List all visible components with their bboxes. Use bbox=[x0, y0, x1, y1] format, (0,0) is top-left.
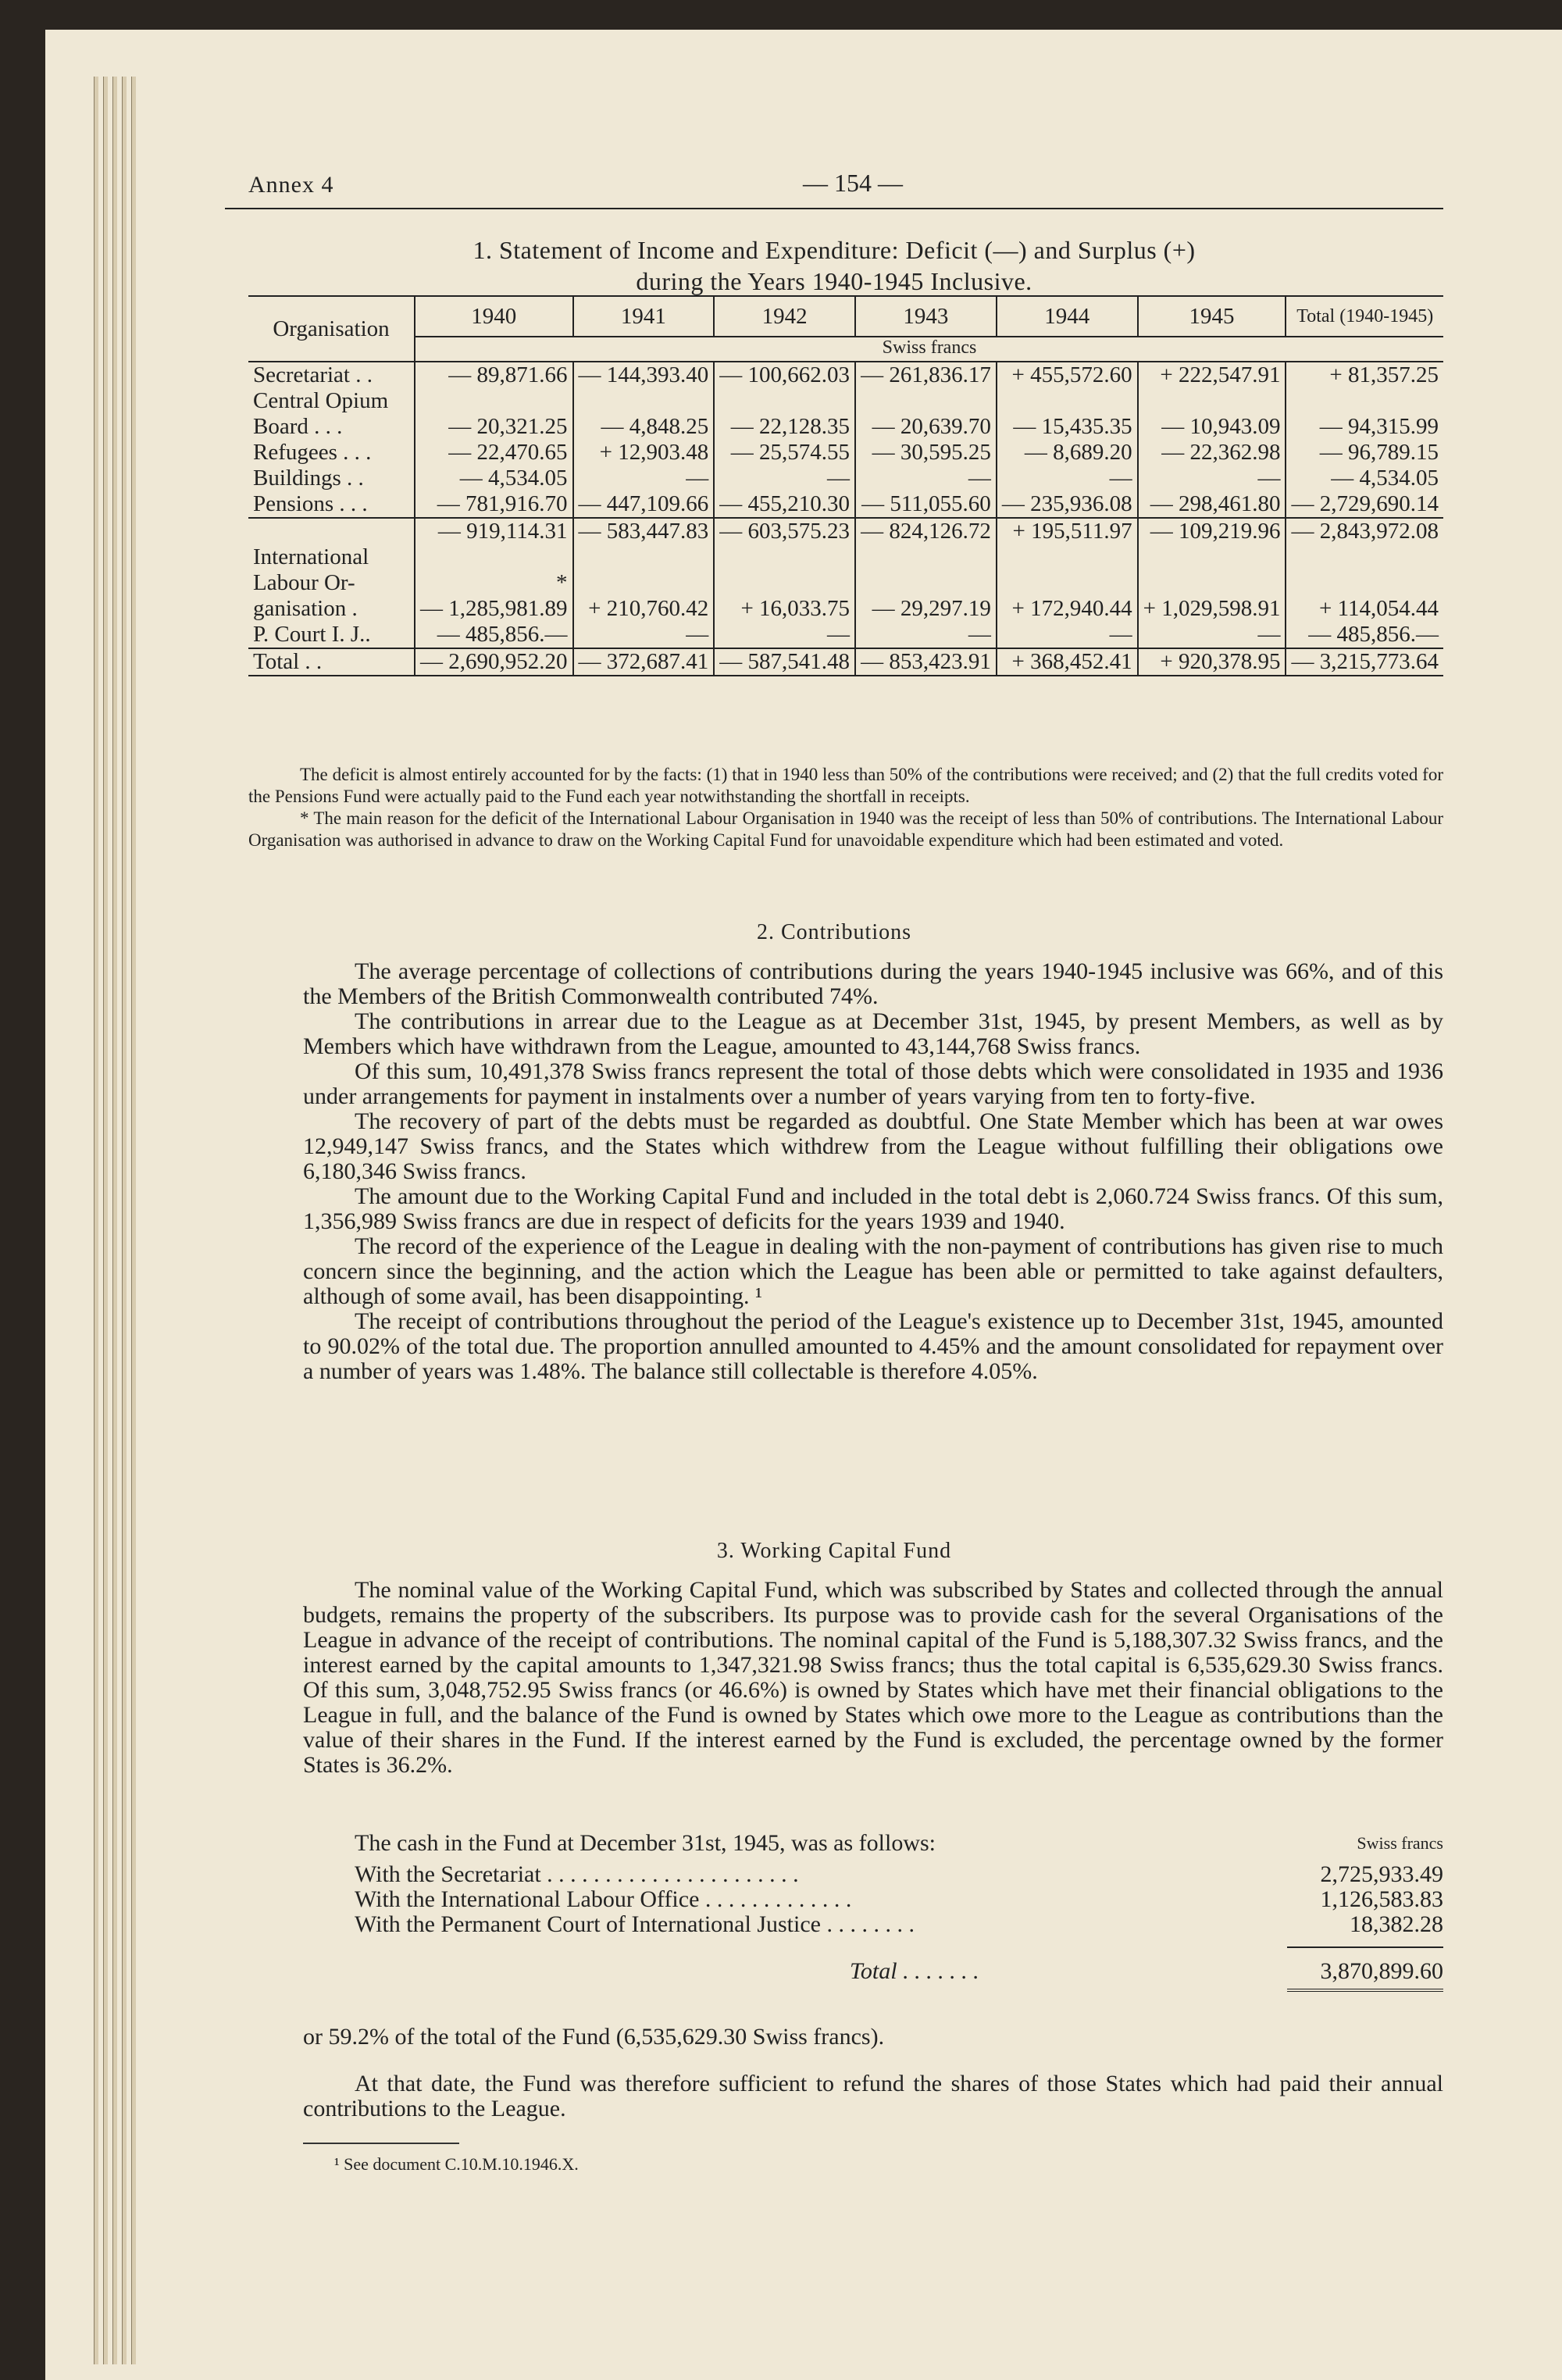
cash-unit: Swiss francs bbox=[1357, 1833, 1443, 1853]
table-row bbox=[248, 596, 1443, 622]
currency-unit: Swiss francs bbox=[415, 337, 1443, 362]
year-header: 1945 bbox=[1138, 296, 1286, 337]
value-cell: — 22,128.35 bbox=[714, 414, 855, 440]
value-cell: + 172,940.44 bbox=[997, 596, 1138, 622]
cash-intro: The cash in the Fund at December 31st, 1945, was as follows: bbox=[355, 1830, 936, 1856]
value-cell: — 22,470.65 bbox=[415, 440, 573, 466]
value-cell: — 100,662.03 bbox=[714, 362, 855, 388]
value-cell: + 16,033.75 bbox=[714, 596, 855, 622]
page-edge bbox=[94, 77, 98, 2364]
value-cell: — 8,689.20 bbox=[997, 440, 1138, 466]
value-cell: — 447,109.66 bbox=[573, 491, 715, 518]
value-cell: — bbox=[855, 466, 997, 491]
paragraph: The nominal value of the Working Capital Fund, which was subscribed by States and collected through the annual budgets, remains the property of the subscribers. Its purpose was to provide cash for the several Organisations of the League in advance of the receipt of contributions. The nominal capital of the Fund is 5,188,307.32 Swiss francs, and the interest earned by the capital amounts to 1,347,321.98 Swiss francs; thus the total capital is 6,535,629.30 Swiss francs. Of this sum, 3,048,752.95 Swiss francs (or 46.6%) is owned by States which have met their financial obligations to the League in full, and the balance of the Fund is owned by States which owe more to the League as contributions than the value of their shares in the Fund. If the interest earned by the Fund is excluded, the percentage owned by the former States is 36.2%. bbox=[303, 1577, 1443, 1778]
paragraph: The record of the experience of the League in dealing with the non-payment of contributions has given rise to much concern since the beginning, and the action which the League has been able or permitted to take against defaulters, although of some avail, has been disappointing. ¹ bbox=[303, 1233, 1443, 1309]
value-cell: — 455,210.30 bbox=[714, 491, 855, 518]
organisation-cell: Labour Or- bbox=[253, 570, 355, 595]
table-row bbox=[248, 440, 1443, 466]
value-cell: — 15,435.35 bbox=[997, 414, 1138, 440]
value-cell: — 4,534.05 bbox=[1286, 466, 1443, 491]
value-cell: — 853,423.91 bbox=[855, 648, 997, 676]
value-cell: — 29,297.19 bbox=[855, 596, 997, 622]
paragraph: The recovery of part of the debts must be regarded as doubtful. One State Member which has been at war owes 12,949,147 Swiss francs, and the States which withdrew from the League without fulfilling their obligations owe 6,180,346 Swiss francs. bbox=[303, 1108, 1443, 1184]
value-cell: + 12,903.48 bbox=[573, 440, 715, 466]
value-cell bbox=[714, 544, 855, 570]
value-cell: — 781,916.70 bbox=[415, 491, 573, 518]
cash-label: With the Secretariat . . . . . . . . . . . . . . . . . . . . . . bbox=[355, 1861, 799, 1887]
value-cell: + 455,572.60 bbox=[997, 362, 1138, 388]
value-cell bbox=[1138, 388, 1286, 414]
value-cell: — bbox=[1138, 466, 1286, 491]
organisation-cell: Buildings . . bbox=[253, 466, 364, 491]
paragraph: The contributions in arrear due to the League as at December 31st, 1945, by present Members, as well as by Members which have withdrawn from the League, amounted to 43,144,768 Swiss francs. bbox=[303, 1008, 1443, 1059]
organisation-cell: P. Court I. J.. bbox=[253, 622, 371, 647]
value-cell: — 25,574.55 bbox=[714, 440, 855, 466]
value-cell bbox=[573, 388, 715, 414]
year-header: 1943 bbox=[855, 296, 997, 337]
value-cell: + 1,029,598.91 bbox=[1138, 596, 1286, 622]
value-cell bbox=[573, 544, 715, 570]
value-cell bbox=[855, 570, 997, 596]
value-cell: — 235,936.08 bbox=[997, 491, 1138, 518]
paragraph: Of this sum, 10,491,378 Swiss francs represent the total of those debts which were consolidated in 1935 and 1936 under arrangements for payment in instalments over a number of years varying from ten to forty-five. bbox=[303, 1058, 1443, 1109]
cash-total-value: 3,870,899.60 bbox=[1320, 1958, 1443, 1984]
cash-value: 1,126,583.83 bbox=[1320, 1886, 1443, 1912]
value-cell bbox=[415, 544, 573, 570]
value-cell: — 1,285,981.89 bbox=[415, 596, 573, 622]
value-cell bbox=[997, 570, 1138, 596]
value-cell: — bbox=[573, 466, 715, 491]
organisation-cell bbox=[248, 518, 415, 544]
cash-table bbox=[303, 1831, 1443, 1992]
value-cell bbox=[1286, 570, 1443, 596]
value-cell: — 4,534.05 bbox=[415, 466, 573, 491]
cash-value: 18,382.28 bbox=[1350, 1911, 1443, 1937]
value-cell: + 210,760.42 bbox=[573, 596, 715, 622]
organisation-header: Organisation bbox=[273, 316, 390, 341]
paragraph: The receipt of contributions throughout the period of the League's existence up to December 31st, 1945, amounted to 90.02% of the total due. The proportion annulled amounted to 4.45% and the amount consolidated for repayment over a number of years was 1.48%. The balance still collectable is therefore 4.05%. bbox=[303, 1308, 1443, 1384]
cash-intro-row bbox=[303, 1831, 1443, 1856]
value-cell bbox=[997, 388, 1138, 414]
section-heading-contributions: 2. Contributions bbox=[756, 920, 911, 944]
value-cell bbox=[415, 388, 573, 414]
paragraph: The amount due to the Working Capital Fund and included in the total debt is 2,060.724 Swiss francs. Of this sum, 1,356,989 Swiss francs are due in respect of deficits for the years 1939 and 1940. bbox=[303, 1183, 1443, 1234]
page-edge bbox=[122, 77, 127, 2364]
value-cell: + 222,547.91 bbox=[1138, 362, 1286, 388]
value-cell bbox=[1286, 544, 1443, 570]
table-row bbox=[248, 414, 1443, 440]
value-cell: + 920,378.95 bbox=[1138, 648, 1286, 676]
document-page bbox=[45, 30, 1562, 2380]
value-cell: — 22,362.98 bbox=[1138, 440, 1286, 466]
value-cell: — bbox=[573, 622, 715, 648]
table-row bbox=[248, 491, 1443, 518]
working-capital-text bbox=[303, 1578, 1443, 1778]
table-row bbox=[248, 570, 1443, 596]
contributions-text bbox=[303, 959, 1443, 1384]
year-header: 1942 bbox=[714, 296, 855, 337]
organisation-cell: Central Opium bbox=[253, 388, 389, 413]
statement-title bbox=[225, 234, 1443, 297]
running-header bbox=[225, 161, 1443, 209]
cash-row bbox=[303, 1862, 1443, 1887]
value-cell: — 20,321.25 bbox=[415, 414, 573, 440]
table-row bbox=[248, 362, 1443, 388]
value-cell: — 2,843,972.08 bbox=[1286, 518, 1443, 544]
table-row bbox=[248, 466, 1443, 491]
value-cell: — bbox=[855, 622, 997, 648]
organisation-cell: Secretariat . . bbox=[253, 362, 373, 387]
value-cell: — 20,639.70 bbox=[855, 414, 997, 440]
value-cell: — 3,215,773.64 bbox=[1286, 648, 1443, 676]
section-heading-working-capital: 3. Working Capital Fund bbox=[716, 1539, 952, 1563]
total-header: Total (1940-1945) bbox=[1286, 296, 1443, 337]
value-cell: — 2,690,952.20 bbox=[415, 648, 573, 676]
value-cell bbox=[1286, 388, 1443, 414]
paragraph: The average percentage of collections of contributions during the years 1940-1945 inclusive was 66%, and of this the Members of the British Commonwealth contributed 74%. bbox=[303, 958, 1443, 1009]
value-cell: — 4,848.25 bbox=[573, 414, 715, 440]
page-edge bbox=[131, 77, 136, 2364]
value-cell: + 195,511.97 bbox=[997, 518, 1138, 544]
value-cell: * bbox=[415, 570, 573, 596]
value-cell: — 2,729,690.14 bbox=[1286, 491, 1443, 518]
cash-label: With the International Labour Office . . . . . . . . . . . . . bbox=[355, 1886, 852, 1912]
title-line: 1. Statement of Income and Expenditure: Deficit (—) and Surplus (+) bbox=[473, 236, 1196, 264]
value-cell bbox=[714, 388, 855, 414]
value-cell: — bbox=[1138, 622, 1286, 648]
organisation-cell: Refugees . . . bbox=[253, 440, 372, 465]
value-cell: — 30,595.25 bbox=[855, 440, 997, 466]
table-row bbox=[248, 622, 1443, 648]
value-cell: — 919,114.31 bbox=[415, 518, 573, 544]
value-cell: — 485,856.— bbox=[1286, 622, 1443, 648]
table-notes bbox=[248, 764, 1443, 851]
table-row bbox=[248, 518, 1443, 544]
closing-paragraph bbox=[303, 2071, 1443, 2121]
value-cell bbox=[855, 388, 997, 414]
value-cell: — 144,393.40 bbox=[573, 362, 715, 388]
value-cell: + 114,054.44 bbox=[1286, 596, 1443, 622]
cash-total-label: Total . . . . . . . bbox=[850, 1958, 979, 1984]
value-cell: — 372,687.41 bbox=[573, 648, 715, 676]
cash-row bbox=[303, 1912, 1443, 1937]
value-cell: — 89,871.66 bbox=[415, 362, 573, 388]
title-line: during the Years 1940-1945 Inclusive. bbox=[636, 267, 1032, 295]
page-edge bbox=[112, 77, 117, 2364]
value-cell: — bbox=[997, 466, 1138, 491]
year-header: 1941 bbox=[573, 296, 715, 337]
note-deficit: The deficit is almost entirely accounted for by the facts: (1) that in 1940 less than 50% of the contributions were received; and (2) that the full credits voted for the Pensions Fund were actually paid to the Fund each year notwithstanding the shortfall in receipts. bbox=[248, 765, 1443, 806]
paragraph: At that date, the Fund was therefore sufficient to refund the shares of those States which had paid their annual contributions to the League. bbox=[303, 2071, 1443, 2121]
footnote: ¹ See document C.10.M.10.1946.X. bbox=[334, 2154, 579, 2174]
value-cell bbox=[1138, 570, 1286, 596]
value-cell bbox=[997, 544, 1138, 570]
value-cell: — 96,789.15 bbox=[1286, 440, 1443, 466]
cash-value: 2,725,933.49 bbox=[1320, 1861, 1443, 1887]
value-cell: — 261,836.17 bbox=[855, 362, 997, 388]
year-header: 1940 bbox=[415, 296, 573, 337]
value-cell: — 824,126.72 bbox=[855, 518, 997, 544]
cash-label: With the Permanent Court of International Justice . . . . . . . . bbox=[355, 1911, 915, 1937]
value-cell: — 109,219.96 bbox=[1138, 518, 1286, 544]
year-header: 1944 bbox=[997, 296, 1138, 337]
organisation-cell: ganisation . bbox=[253, 596, 358, 621]
value-cell bbox=[855, 544, 997, 570]
value-cell: + 368,452.41 bbox=[997, 648, 1138, 676]
value-cell: — 583,447.83 bbox=[573, 518, 715, 544]
cash-row bbox=[303, 1887, 1443, 1912]
footnote-rule bbox=[303, 2143, 459, 2144]
value-cell: — bbox=[997, 622, 1138, 648]
value-cell: — bbox=[714, 466, 855, 491]
value-cell bbox=[714, 570, 855, 596]
table-row bbox=[248, 648, 1443, 676]
value-cell: + 81,357.25 bbox=[1286, 362, 1443, 388]
value-cell: — 298,461.80 bbox=[1138, 491, 1286, 518]
income-expenditure-table bbox=[248, 295, 1443, 676]
table-row bbox=[248, 544, 1443, 570]
annex-label: Annex 4 bbox=[248, 172, 334, 198]
value-cell: — 94,315.99 bbox=[1286, 414, 1443, 440]
organisation-cell: Total . . bbox=[253, 649, 323, 674]
value-cell bbox=[1138, 544, 1286, 570]
organisation-cell: International bbox=[253, 544, 369, 569]
value-cell: — 587,541.48 bbox=[714, 648, 855, 676]
value-cell bbox=[573, 570, 715, 596]
page-number: — 154 — bbox=[803, 169, 903, 197]
value-cell: — 10,943.09 bbox=[1138, 414, 1286, 440]
table-row bbox=[248, 388, 1443, 414]
note-ilo: * The main reason for the deficit of the International Labour Organisation in 1940 was the receipt of less than 50% of contributions. The International Labour Organisation was authorised in advance to draw on the Working Capital Fund for unavoidable expenditure which had been estimated and voted. bbox=[248, 808, 1443, 850]
cash-total-row bbox=[303, 1959, 1443, 1984]
organisation-cell: Pensions . . . bbox=[253, 491, 368, 516]
after-total: or 59.2% of the total of the Fund (6,535,629.30 Swiss francs). bbox=[303, 2024, 885, 2050]
value-cell: — bbox=[714, 622, 855, 648]
value-cell: — 603,575.23 bbox=[714, 518, 855, 544]
organisation-cell: Board . . . bbox=[253, 414, 343, 439]
value-cell: — 485,856.— bbox=[415, 622, 573, 648]
value-cell: — 511,055.60 bbox=[855, 491, 997, 518]
page-edge bbox=[103, 77, 108, 2364]
